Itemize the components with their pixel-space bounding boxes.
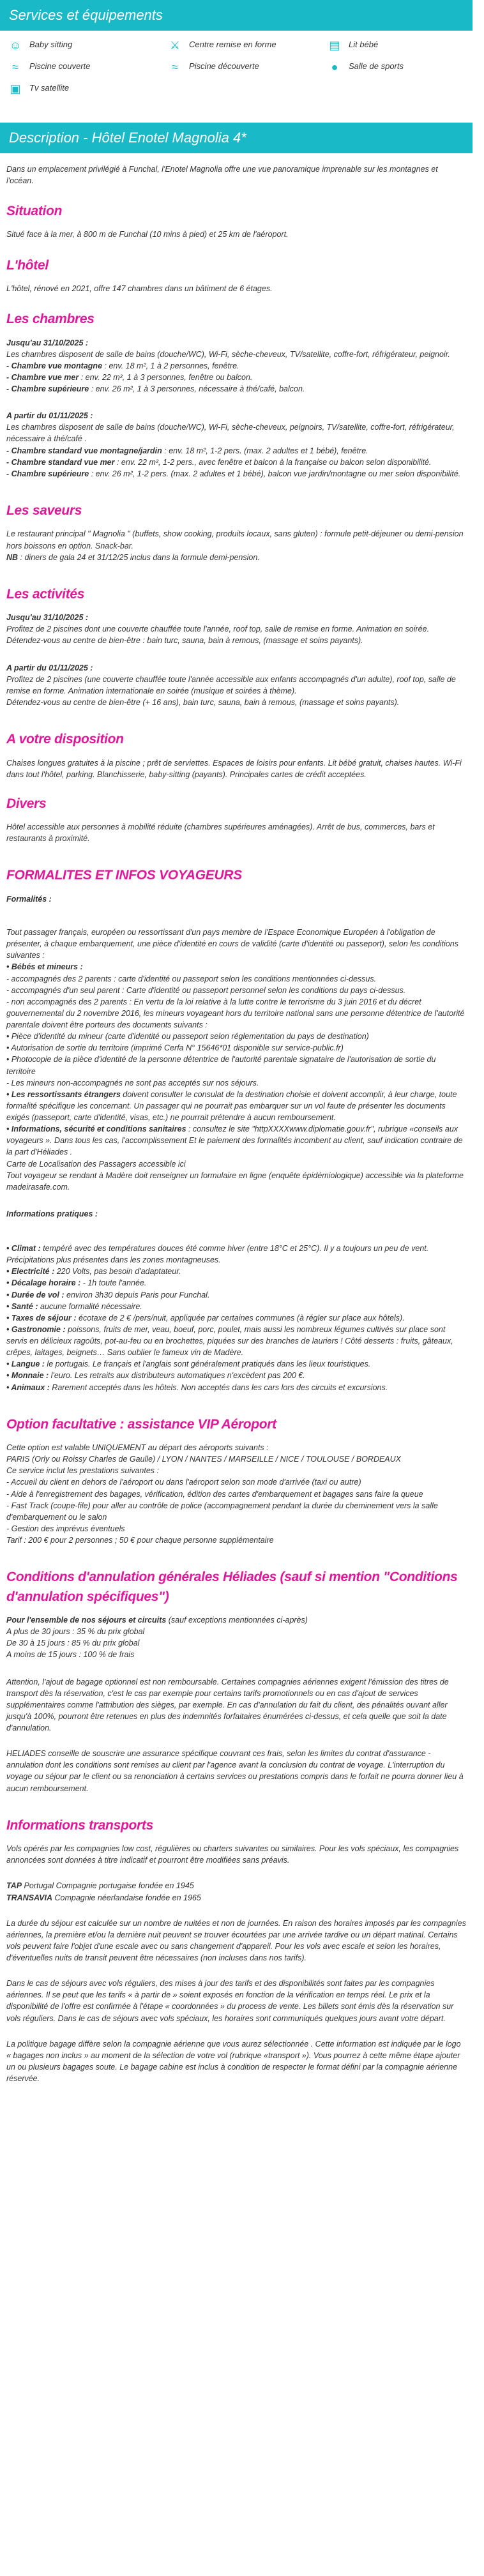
activities-title: Les activités: [6, 586, 85, 602]
baby-icon: ☺: [9, 38, 22, 52]
dispo-title: A votre disposition: [6, 732, 124, 747]
rooms-title: Les chambres: [6, 312, 95, 327]
activities-text: Jusqu'au 31/10/2025 : Profitez de 2 piscines dont une couverte chauffée toute l'année, roof top, salle de remise en forme. Animation en soirée. Détendez-vous au centre de bien-être : bain turc, sauna, bain à remous, (massage et soins payants). A partir du 01/11/2025 : Profitez de 2 piscines (une couverte chauffée toute l'année accessible aux enfants accompagnés d'un adulte), roof top, salle de remise en forme. Animation internationale en soirée (musique et soirées à thème). Détendez-vous au centre de bien-être (+ 16 ans), bain turc, sauna, bain à remous, (massage et soins payants).: [6, 613, 456, 707]
tv-icon: ▣: [10, 82, 21, 95]
flavors-text: Le restaurant principal " Magnolia " (buffets, show cooking, produits locaux, sans gluten) : formule petit-déjeuner ou demi-pension hors boissons en option. Snack-bar. NB : diners de gala 24 et 31/12/25 inclus dans la formule demi-pension.: [6, 529, 464, 562]
vip-text: Cette option est valable UNIQUEMENT au départ des aéroports suivants : PARIS (Orly ou Roissy Charles de Gaulle) / LYON / NANTES / MARSEILLE / NICE / TOULOUSE / BORDEAUX Ce service inclut les prestations suivantes : - Accueil du client en dehors de l'aéroport ou dans l'aéroport selon son mode d'arrivée (taxi ou autre) - Aide à l'enregistrement des bagages, vérification, édition des cartes d'embarquement et bagages sans faire la queue - Fast Track (coupe-file) pour aller au contrôle de police (accompagnement pendant la durée du cheminement vers la salle d'embarquement ou le salon - Gestion des imprévus éventuels Tarif : 200 € pour 2 personnes ; 50 € pour chaque personne supplémentaire: [6, 1443, 438, 1545]
service-item: ▤ Lit bébé: [326, 37, 473, 54]
transport-title: Informations transports: [6, 1817, 153, 1833]
service-item: ⚔ Centre remise en forme: [166, 37, 326, 54]
hotel-text: L'hôtel, rénové en 2021, offre 147 chambres dans un bâtiment de 6 étages.: [6, 284, 273, 294]
description-banner: Description - Hôtel Enotel Magnolia 4*: [0, 123, 473, 153]
divers-text: Hôtel accessible aux personnes à mobilité réduite (chambres supérieures aménagées). Arrêt de bus, commerces, bars et restaurants à proximité.: [6, 822, 435, 844]
vip-title: Option facultative : assistance VIP Aéroport: [6, 1416, 276, 1432]
service-item: ≈ Piscine découverte: [166, 59, 326, 75]
formalites-head: Formalités :: [6, 894, 52, 904]
service-item: ☺ Baby sitting: [6, 37, 166, 54]
formalites-title: FORMALITES ET INFOS VOYAGEURS: [6, 868, 242, 883]
intro-text: Dans un emplacement privilégié à Funchal, l'Enotel Magnolia offre une vue panoramique imprenable sur les montagnes et l'océan.: [6, 164, 438, 185]
practical-text: • Climat : tempéré avec des températures douces été comme hiver (entre 18°C et 25°C). Il y a toujours un peu de vent. Précipitations plus présentes dans les zones montagneuses. • Electricité : 220 Volts, pas besoin d'adaptateur. • Décalage horaire : - 1h toute l'année. • Durée de vol : environ 3h30 depuis Paris pour Funchal. • Santé : aucune formalité nécessaire. • Taxes de séjour : écotaxe de 2 € /pers/nuit, appliquée par certaines communes (à régler sur place aux hôtels). • Gastronomie : poissons, fruits de mer, veau, boeuf, porc, poulet, mais aussi les nombreux légumes cultivés sur place sont servis en délicieux ragoûts, pot-au-feu ou en brochettes, piquées sur des branches de lauriers ! Côté desserts : fruits, gâteaux, crêpes, laitages, beignets… Sans oublier le fameux vin de Madère. • Langue : le portugais. Le français et l'anglais sont généralement pratiqués dans les lieux touristiques. • Monnaie : l'euro. Les retraits aux distributeurs automatiques n'excèdent pas 200 €. • Animaux : Rarement acceptés dans les hôtels. Non acceptés dans les cars lors des circuits et excursions.: [6, 1244, 453, 1392]
service-item: ≈ Piscine couverte: [6, 59, 166, 75]
services-banner: Services et équipements: [0, 0, 473, 31]
hotel-title: L'hôtel: [6, 257, 49, 273]
divers-title: Divers: [6, 796, 47, 811]
annulation-text: Pour l'ensemble de nos séjours et circuits (sauf exceptions mentionnées ci-après) A plus de 30 jours : 35 % du prix global De 30 à 15 jours : 85 % du prix global A moins de 15 jours : 100 % de frais Attention, l'ajout de bagage optionnel est non remboursable. Certaines compagnies aériennes exigent l'émission des titres de transport dès la réservation, c'est le cas par exemple pour certains tarifs promotionnels ou en cas d'ajout de services supplémentaires comme l'attribution des sièges, par exemple. En cas d'annulation du fait du client, des pénalités ouvant aller jusqu'à 100%, pourront être retenues en plus des indemnités forfaitaires énumérées ci-dessus, et cela quelle que soit la date d'annulation. HELIADES conseille de souscrire une assurance spécifique couvrant ces frais, selon les limites du contrat d'assurance - annulation dont les conditions sont remises au client par l'agence avant la conclusion du contrat de voyage. L'interruption du voyage ou séjour par le client ou sa renonciation à certains services ou prestations compris dans le forfait ne pourra donner lieu à aucun remboursement.: [6, 1616, 464, 1793]
services-list: [0, 31, 473, 100]
practical-head: Informations pratiques :: [6, 1209, 98, 1218]
annulation-title: Conditions d'annulation générales Héliades (sauf si mention "Conditions d'annulation spécifiques"): [6, 1570, 458, 1604]
crib-icon: ▤: [329, 38, 340, 52]
outdoor-pool-icon: ≈: [172, 60, 178, 73]
formalites-text: Tout passager français, européen ou ressortissant d'un pays membre de l'Espace Economique Européen à l'obligation de présenter, à chaque embarquement, une pièce d'identité en cours de validité (carte d'identité ou passeport), selon les conditions suivantes : • Bébés et mineurs : - accompagnés des 2 parents : carte d'identité ou passeport selon les conditions mentionnées ci-dessus. - accompagnés d'un seul parent : Carte d'identité ou passeport personnel selon les conditions du pays ci-dessus. - non accompagnés des 2 parents : En vertu de la loi relative à la lutte contre le terrorisme du 3 juin 2016 et du décret gouvernemental du 2 novembre 2016, les mineurs voyageant hors du territoire national sans une personne détentrice de l'autorité parentale doivent être porteurs des documents suivants : • Pièce d'identité du mineur (carte d'identité ou passeport selon réglementation du pays de destination) • Autorisation de sortie du territoire (imprimé Cerfa N° 15646*01 disponible sur service-public.fr) • Photocopie de la pièce d'identité de la personne détentrice de l'autorité parentale signataire de l'autorisation de sortie du territoire - Les mineurs non-accompagnés ne sont pas acceptés sur nos séjours. • Les ressortissants étrangers doivent consulter le consulat de la destination choisie et doivent accomplir, à leur charge, toute formalité spécifique les concernant. Un passager qui ne pourrait pas embarquer sur un vol faute de présenter les documents exigés (passeport, carte d'identité, visas, etc.) ne pourrait prétendre à aucun remboursement. • Informations, sécurité et conditions sanitaires : consultez le site "httpXXXXwww.diplomatie.gouv.fr", rubrique «conseils aux voyageurs ». Dans tous les cas, l'accomplissement Et le paiement des formalités incombent au client, sauf indication contraire de la part d'Héliades . Carte de Localisation des Passagers accessible ici Tout voyageur se rendant à Madère doit renseigner un formulaire en ligne (enquête épidémiologique) accessible via la plateforme madeirasafe.com.: [6, 928, 465, 1192]
transport-text: Vols opérés par les compagnies low cost, régulières ou charters suivantes ou similaires. Pour les vols spéciaux, les compagnies annoncées sont données à titre indicatif et pourront être modifiées sans préavis. TAP Portugal Compagnie portugaise fondée en 1945 TRANSAVIA Compagnie néerlandaise fondée en 1965 La durée du séjour est calculée sur un nombre de nuitées et non de journées. En raison des horaires imposés par les compagnies aériennes, la première et/ou la dernière nuit peuvent se trouver écourtées par une arrivée tardive ou un départ matinal. Certains vols peuvent faire l'objet d'une escale avec ou sans changement d'appareil. Pour les vols avec escale et selon les horaires, d'éventuelles nuits de transit peuvent être nécessaires (non incluses dans nos tarifs). Dans le cas de séjours avec vols réguliers, des mises à jour des tarifs et des disponibilités sont faites par les compagnies aériennes. Il se peut que les tarifs « à partir de » soient exposés en fonction de la vérification en temps réel. Le prix et la disponibilité de l'offre est confirmée à l'étape « coordonnées » du process de vente. Les billets sont émis dès la réservation sur vols réguliers. Dans le cas de séjours avec vols spéciaux, les horaires sont communiqués quelques jours avant votre départ. La politique bagage diffère selon la compagnie aérienne que vous aurez sélectionnée . Cette information est indiquée par le logo « bagages non inclus » au moment de la sélection de votre vol (rubrique «transport »). Vous pourrez à cette même étape ajouter un ou plusieurs bagages soute. Le bagage cabine est inclus à condition de respecter le format défini par la compagnie aérienne réservée.: [6, 1844, 466, 2084]
gym-icon: ●: [331, 60, 338, 73]
dispo-text: Chaises longues gratuites à la piscine ; prêt de serviettes. Espaces de loisirs pour enfants. Lit bébé gratuit, chaises hautes. Wi-Fi dans tout l'hôtel, parking. Blanchisserie, baby-sitting (payants). Principales cartes de crédit acceptées.: [6, 758, 462, 779]
service-item: ● Salle de sports: [326, 59, 473, 75]
flavors-title: Les saveurs: [6, 503, 82, 518]
service-item: ▣ Tv satellite: [6, 80, 166, 97]
rooms-text: Jusqu'au 31/10/2025 : Les chambres disposent de salle de bains (douche/WC), Wi-Fi, sèche-cheveux, TV/satellite, coffre-fort, réfrigérateur, peignoir. - Chambre vue montagne : env. 18 m², 1 à 2 personnes, fenêtre. - Chambre vue mer : env. 22 m², 1 à 3 personnes, fenêtre ou balcon. - Chambre supérieure : env. 26 m², 1 à 3 personnes, nécessaire à thé/café, balcon. A partir du 01/11/2025 : Les chambres disposent de salle de bains (douche/WC), Wi-Fi, sèche-cheveux, peignoirs, TV/satellite, coffre-fort, réfrigérateur, nécessaire à thé/café . - Chambre standard vue montagne/jardin : env. 18 m², 1-2 pers. (max. 2 adultes et 1 bébé), fenêtre. - Chambre standard vue mer : env. 22 m², 1-2 pers., avec fenêtre et balcon à la française ou balcon selon disponibilité. - Chambre supérieure : env. 26 m², 1-2 pers. (max. 2 adultes et 1 bébé), balcon vue jardin/montagne ou mer selon disponibilité.: [6, 338, 461, 478]
situation-title: Situation: [6, 204, 63, 219]
covered-pool-icon: ≈: [12, 60, 19, 73]
situation-text: Situé face à la mer, à 800 m de Funchal (10 mins à pied) et 25 km de l'aéroport.: [6, 230, 289, 239]
description-section: [0, 163, 473, 2084]
fitness-icon: ⚔: [169, 38, 181, 52]
